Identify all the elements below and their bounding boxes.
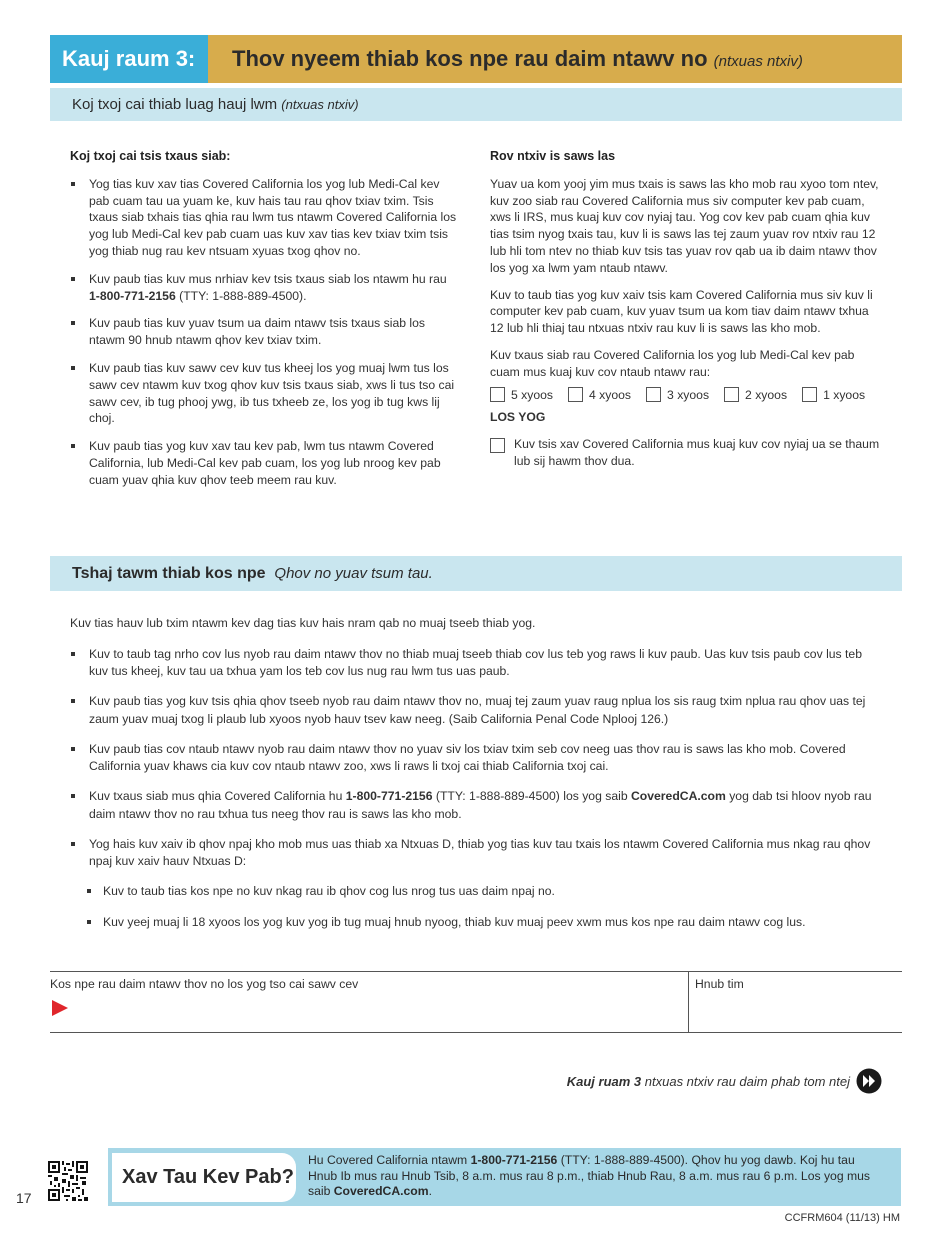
help-phone: 1-800-771-2156 [470, 1153, 558, 1167]
appeal-heading: Koj txoj cai tsis txaus siab: [70, 149, 231, 163]
checkbox-label: 1 xyoos [823, 387, 866, 402]
list-item: Kuv paub tias kuv sawv cev kuv tus kheej los yog muaj lwm tus los sawv cev ntawm kuv txog qhov kuv tsis txaus siab, xws li tus tso cai sawv cev, ib tug phooj ywg, ib tus txheeb ze, los yog ib tug kws lij choj. [70, 360, 458, 427]
help-text-part: (TTY: 1-888-889-4500). Qhov hu yog dawb. Koj hu tau Hnub Ib mus rau Hnub Tsib, 8 a.m. mus rau 8 p.m., thiab Hnub Rau, 8 a.m. mus rau 6 p.m. Los yog mus saib [308, 1153, 871, 1198]
list-item: Kuv paub tias cov ntaub ntawv nyob rau daim ntawv thov no yuav siv los txiav txim seb cov neeg uas thov rau is saws las kho mob. Covered California yuav khaws cia kuv cov ntaub ntawv zoo, xws li raws li txoj cai thiab California txoj cai. [70, 741, 882, 776]
phone-number: 1-800-771-2156 [345, 789, 433, 803]
rights-section-header [50, 88, 902, 121]
or-label: LOS YOG [490, 410, 546, 425]
help-banner [108, 1148, 901, 1206]
year-option-3[interactable] [646, 387, 709, 404]
appeal-list [70, 176, 458, 489]
help-text-part: Hu Covered California ntawm [308, 1153, 471, 1167]
list-item: Yog tias kuv xav tias Covered California los yog lub Medi-Cal kev pab cuam tau ua yuam ke, kuv hais tau rau qhov txiav txim. Tsis txaus siab txhais tias qhia rau lwm tus ntawm Covered California los yog lub Medi-Cal kev pab cuam uas kuv xav tias kev txiav txim tsis yog thiab nug rau kev ntsuam xyuas txog qhov no. [70, 176, 458, 260]
list-item: Kuv paub tias yog kuv xav tau kev pab, lwm tus ntawm Covered California, lub Medi-Cal kev pab cuam, los yog lub nroog kev pab cuam yuav qhia kuv qhov teeb meem rau kuv. [70, 438, 458, 488]
list-item: Kuv to taub tag nrho cov lus nyob rau daim ntawv thov no thiab muaj tseeb thiab cov lus teb yog raws li kuv paub. Uas kuv tsis paub cov lus teb kuv tus kheej, kuv tau ua txhua yam los teb cov lus nug rau lwm tus uas paub. [70, 646, 882, 681]
page-number: 17 [16, 1190, 32, 1206]
help-text [308, 1153, 883, 1200]
declaration-section [70, 615, 882, 944]
list-item-text: Kuv paub tias kuv mus nrhiav kev tsis txaus siab los ntawm hu rau [89, 271, 447, 286]
checkbox[interactable] [802, 387, 817, 402]
help-label: Xav Tau Kev Pab? [112, 1153, 296, 1202]
rights-section-note: (ntxuas ntxiv) [281, 97, 359, 112]
help-text-part: . [428, 1184, 432, 1198]
list-item: Kuv paub tias yog kuv tsis qhia qhov tseeb nyob rau daim ntawv thov no, muaj tej zaum yuav raug nplua los sis raug txim nplua rau qhov uas tej zaum yuav muaj txog li plaub lub xyoos nyob hauv tsev kaw neeg. (Saib California Penal Code Nplooj 126.) [70, 693, 882, 728]
date-label: Hnub tim [695, 977, 744, 991]
opt-out-checkbox[interactable] [490, 438, 505, 453]
renewal-heading: Rov ntxiv is saws las [490, 149, 616, 163]
list-item-text: (TTY: 1-888-889-4500). [175, 288, 307, 303]
signature-label: Kos npe rau daim ntawv thov no los yog tso cai sawv cev [50, 977, 359, 991]
list-item: Kuv to taub tias kos npe no kuv nkag rau ib qhov cog lus nrog tus uas daim npaj no. [86, 883, 882, 901]
continue-step: Kauj ruam 3 [566, 1073, 642, 1089]
plan-sub-list [70, 883, 882, 931]
year-option-4[interactable] [568, 387, 631, 404]
signature-box [50, 971, 902, 1033]
list-item: Yog hais kuv xaiv ib qhov npaj kho mob mus uas thiab xa Ntxuas D, thiab yog tias kuv tau txais los ntawm Covered California mus nkag rau qhov npaj kuv xaiv hauv Ntxuas D: [70, 836, 882, 871]
list-item [70, 788, 882, 823]
page-title [232, 35, 803, 83]
list-item-text: (TTY: 1-888-889-4500) los yog saib [432, 789, 631, 803]
checkbox[interactable] [724, 387, 739, 402]
opt-out-option[interactable] [490, 436, 882, 470]
list-item-text: Kuv txaus siab mus qhia Covered California hu [89, 789, 346, 803]
declaration-intro: Kuv tias hauv lub txim ntawm kev dag tias kuv hais nram qab no muaj tseeb thiab yog. [70, 616, 536, 630]
rights-section-title: Koj txoj cai thiab luag hauj lwm [72, 96, 278, 113]
year-options [490, 387, 882, 404]
step-header [50, 35, 902, 83]
fast-forward-icon [856, 1068, 882, 1094]
checkbox[interactable] [646, 387, 661, 402]
list-item [70, 271, 458, 305]
year-option-1[interactable] [802, 387, 865, 404]
signature-section-header [50, 556, 902, 591]
list-item-text: yog dab tsi hloov nyob rau daim ntawv thov no rau txhua tus neeg thov rau is saws las kho mob. [89, 789, 872, 821]
checkbox-label: 3 xyoos [667, 387, 710, 402]
continue-text: ntxuas ntxiv rau daim phab tom ntej [641, 1073, 850, 1089]
page-title-text: Thov nyeem thiab kos npe rau daim ntawv no [232, 46, 708, 71]
checkbox[interactable] [490, 387, 505, 402]
signature-section-title: Tshaj tawm thiab kos npe [72, 565, 266, 582]
list-item: Kuv paub tias kuv yuav tsum ua daim ntawv tsis txaus siab los ntawm 90 hnub ntawm qhov kev txiav txim. [70, 315, 458, 349]
renewal-column [490, 148, 882, 470]
sign-here-arrow-icon [52, 1000, 68, 1016]
phone-number: 1-800-771-2156 [89, 288, 176, 303]
appeal-rights-column [70, 148, 458, 500]
checkbox[interactable] [568, 387, 583, 402]
declaration-list [70, 646, 882, 871]
step-label: Kauj raum 3: [50, 35, 208, 83]
renewal-paragraph: Kuv to taub tias yog kuv xaiv tsis kam Covered California mus siv kuv li computer kev pab cuam, kuv yuav tsum ua kom tiav daim ntawv txhua 12 lub hli thiaj tau ntxuas ntxiv rau kuv li is saws las kho mob. [490, 287, 873, 336]
checkbox-label: 5 xyoos [511, 387, 554, 402]
signature-section-note: Qhov no yuav tsum tau. [274, 565, 433, 582]
help-website-link[interactable]: CoveredCA.com [333, 1184, 429, 1198]
website-link[interactable]: CoveredCA.com [631, 789, 726, 803]
continue-note [567, 1068, 882, 1094]
divider [688, 972, 689, 1032]
renewal-paragraph: Yuav ua kom yooj yim mus txais is saws las kho mob rau xyoo tom ntev, kuv zoo siab rau Covered California mus siv computer kev pab cuam, xws li IRS, mus kuaj kuv cov nyiaj tau. Yog cov kev pab cuam qhia kuv tias tsim nyog txais tau, kuv li is saws las tej zaum yuav rov ntxiv rau 12 lub hli tom ntev no thiab kuv tsis tas yuav rov qab ua ib daim ntawv thov los yog xa lwm yam ntaub ntawv. [490, 176, 879, 275]
renewal-paragraph: Kuv txaus siab rau Covered California los yog lub Medi-Cal kev pab cuam mus kuaj kuv cov ntaub ntawv rau: [490, 347, 855, 379]
checkbox-label: 4 xyoos [589, 387, 632, 402]
form-code: CCFRM604 (11/13) HM [784, 1212, 900, 1224]
year-option-2[interactable] [724, 387, 787, 404]
checkbox-label: 2 xyoos [745, 387, 788, 402]
list-item: Kuv yeej muaj li 18 xyoos los yog kuv yog ib tug muaj hnub nyoog, thiab kuv muaj peev xwm mus kos npe rau daim ntawv cog lus. [86, 914, 882, 932]
qr-code-icon [48, 1161, 88, 1201]
opt-out-text: Kuv tsis xav Covered California mus kuaj kuv cov nyiaj ua se thaum lub sij hawm thov dua. [514, 437, 880, 468]
year-option-5[interactable] [490, 387, 553, 404]
page-title-note: (ntxuas ntxiv) [713, 53, 803, 70]
